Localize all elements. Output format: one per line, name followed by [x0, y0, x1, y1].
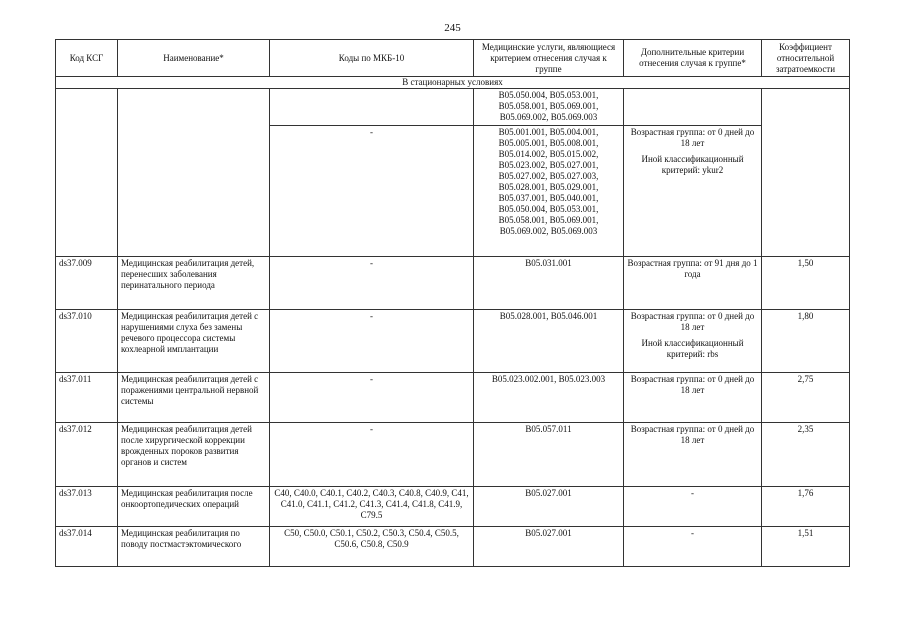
header-code: Код КСГ — [56, 40, 118, 77]
cell-services: B05.027.001 — [474, 527, 624, 567]
cell-name: Медицинская реабилитация детей после хирургической коррекции врожденных пороков развития органов и систем — [118, 423, 270, 487]
cell-criteria: Возрастная группа: от 0 дней до 18 лет — [624, 373, 762, 423]
cell-code: ds37.012 — [56, 423, 118, 487]
criteria-other: Иной классификационный критерий: ykur2 — [641, 154, 744, 175]
cell-services: B05.057.011 — [474, 423, 624, 487]
cell-mkb: - — [270, 257, 474, 310]
cell-services: B05.027.001 — [474, 487, 624, 527]
cell-coef: 2,35 — [762, 423, 850, 487]
cell-services: B05.023.002.001, B05.023.003 — [474, 373, 624, 423]
cell-services: B05.028.001, B05.046.001 — [474, 310, 624, 373]
criteria-age: Возрастная группа: от 0 дней до 18 лет — [630, 311, 755, 332]
cell-name: Медицинская реабилитация детей с поражениями центральной нервной системы — [118, 373, 270, 423]
cell-criteria: - — [624, 527, 762, 567]
table-row — [56, 373, 850, 423]
cell-code: ds37.009 — [56, 257, 118, 310]
cell-mkb: - — [270, 310, 474, 373]
cell-criteria-empty — [624, 89, 762, 126]
cell-coef: 1,76 — [762, 487, 850, 527]
criteria-age: Возрастная группа: от 0 дней до 18 лет — [630, 127, 755, 148]
cell-name: Медицинская реабилитация после онкоортопедических операций — [118, 487, 270, 527]
cell-code: ds37.014 — [56, 527, 118, 567]
section-title: В стационарных условиях — [56, 77, 850, 89]
cell-mkb: - — [270, 373, 474, 423]
cell-mkb: - — [270, 423, 474, 487]
header-criteria: Дополнительные критерии отнесения случая к группе* — [624, 40, 762, 77]
cell-services: B05.050.004, B05.053.001, B05.058.001, B05.069.001, B05.069.002, B05.069.003 — [474, 89, 624, 126]
cell-code: ds37.010 — [56, 310, 118, 373]
header-name: Наименование* — [118, 40, 270, 77]
table-row — [56, 257, 850, 310]
header-services: Медицинские услуги, являющиеся критерием отнесения случая к группе — [474, 40, 624, 77]
header-coef: Коэффициент относительной затратоемкости — [762, 40, 850, 77]
cell-criteria — [624, 310, 762, 373]
cell-criteria: Возрастная группа: от 0 дней до 18 лет — [624, 423, 762, 487]
cell-criteria — [624, 126, 762, 257]
header-mkb: Коды по МКБ-10 — [270, 40, 474, 77]
cell-mkb-empty — [270, 89, 474, 126]
section-row — [56, 77, 850, 89]
cell-mkb: C40, C40.0, C40.1, C40.2, C40.3, C40.8, C40.9, C41, C41.0, C41.1, C41.2, C41.3, C41.4, C41.8, C41.9, C79.5 — [270, 487, 474, 527]
cell-criteria: Возрастная группа: от 91 дня до 1 года — [624, 257, 762, 310]
cell-name: Медицинская реабилитация по поводу постмастэктомического — [118, 527, 270, 567]
cell-services: B05.001.001, B05.004.001, B05.005.001, B05.008.001, B05.014.002, B05.015.002, B05.023.002, B05.027.001, B05.027.002, B05.027.003, B05.028.001, B05.029.001, B05.037.001, B05.040.001, B05.050.004, B05.053.001, B05.058.001, B05.069.001, B05.069.002, B05.069.003 — [474, 126, 624, 257]
cell-code: ds37.011 — [56, 373, 118, 423]
cell-code: ds37.013 — [56, 487, 118, 527]
cell-coef: 1,80 — [762, 310, 850, 373]
table-row — [56, 423, 850, 487]
cell-coef: 1,50 — [762, 257, 850, 310]
cell-services: B05.031.001 — [474, 257, 624, 310]
table-row — [56, 527, 850, 567]
table-row — [56, 310, 850, 373]
cell-name: Медицинская реабилитация детей с нарушениями слуха без замены речевого процессора системы кохлеарной имплантации — [118, 310, 270, 373]
cell-name-empty — [118, 89, 270, 257]
table-header-row — [56, 40, 850, 77]
table-row-continuation-top — [56, 89, 850, 126]
cell-coef-empty — [762, 89, 850, 257]
criteria-other: Иной классификационный критерий: rbs — [641, 338, 744, 359]
cell-criteria: - — [624, 487, 762, 527]
cell-coef: 2,75 — [762, 373, 850, 423]
table-row — [56, 487, 850, 527]
cell-mkb: C50, C50.0, C50.1, C50.2, C50.3, C50.4, C50.5, C50.6, C50.8, C50.9 — [270, 527, 474, 567]
ksg-table — [55, 39, 850, 567]
cell-code-empty — [56, 89, 118, 257]
cell-name: Медицинская реабилитация детей, перенесших заболевания перинатального периода — [118, 257, 270, 310]
page-number: 245 — [444, 22, 461, 34]
cell-coef: 1,51 — [762, 527, 850, 567]
cell-mkb: - — [270, 126, 474, 257]
